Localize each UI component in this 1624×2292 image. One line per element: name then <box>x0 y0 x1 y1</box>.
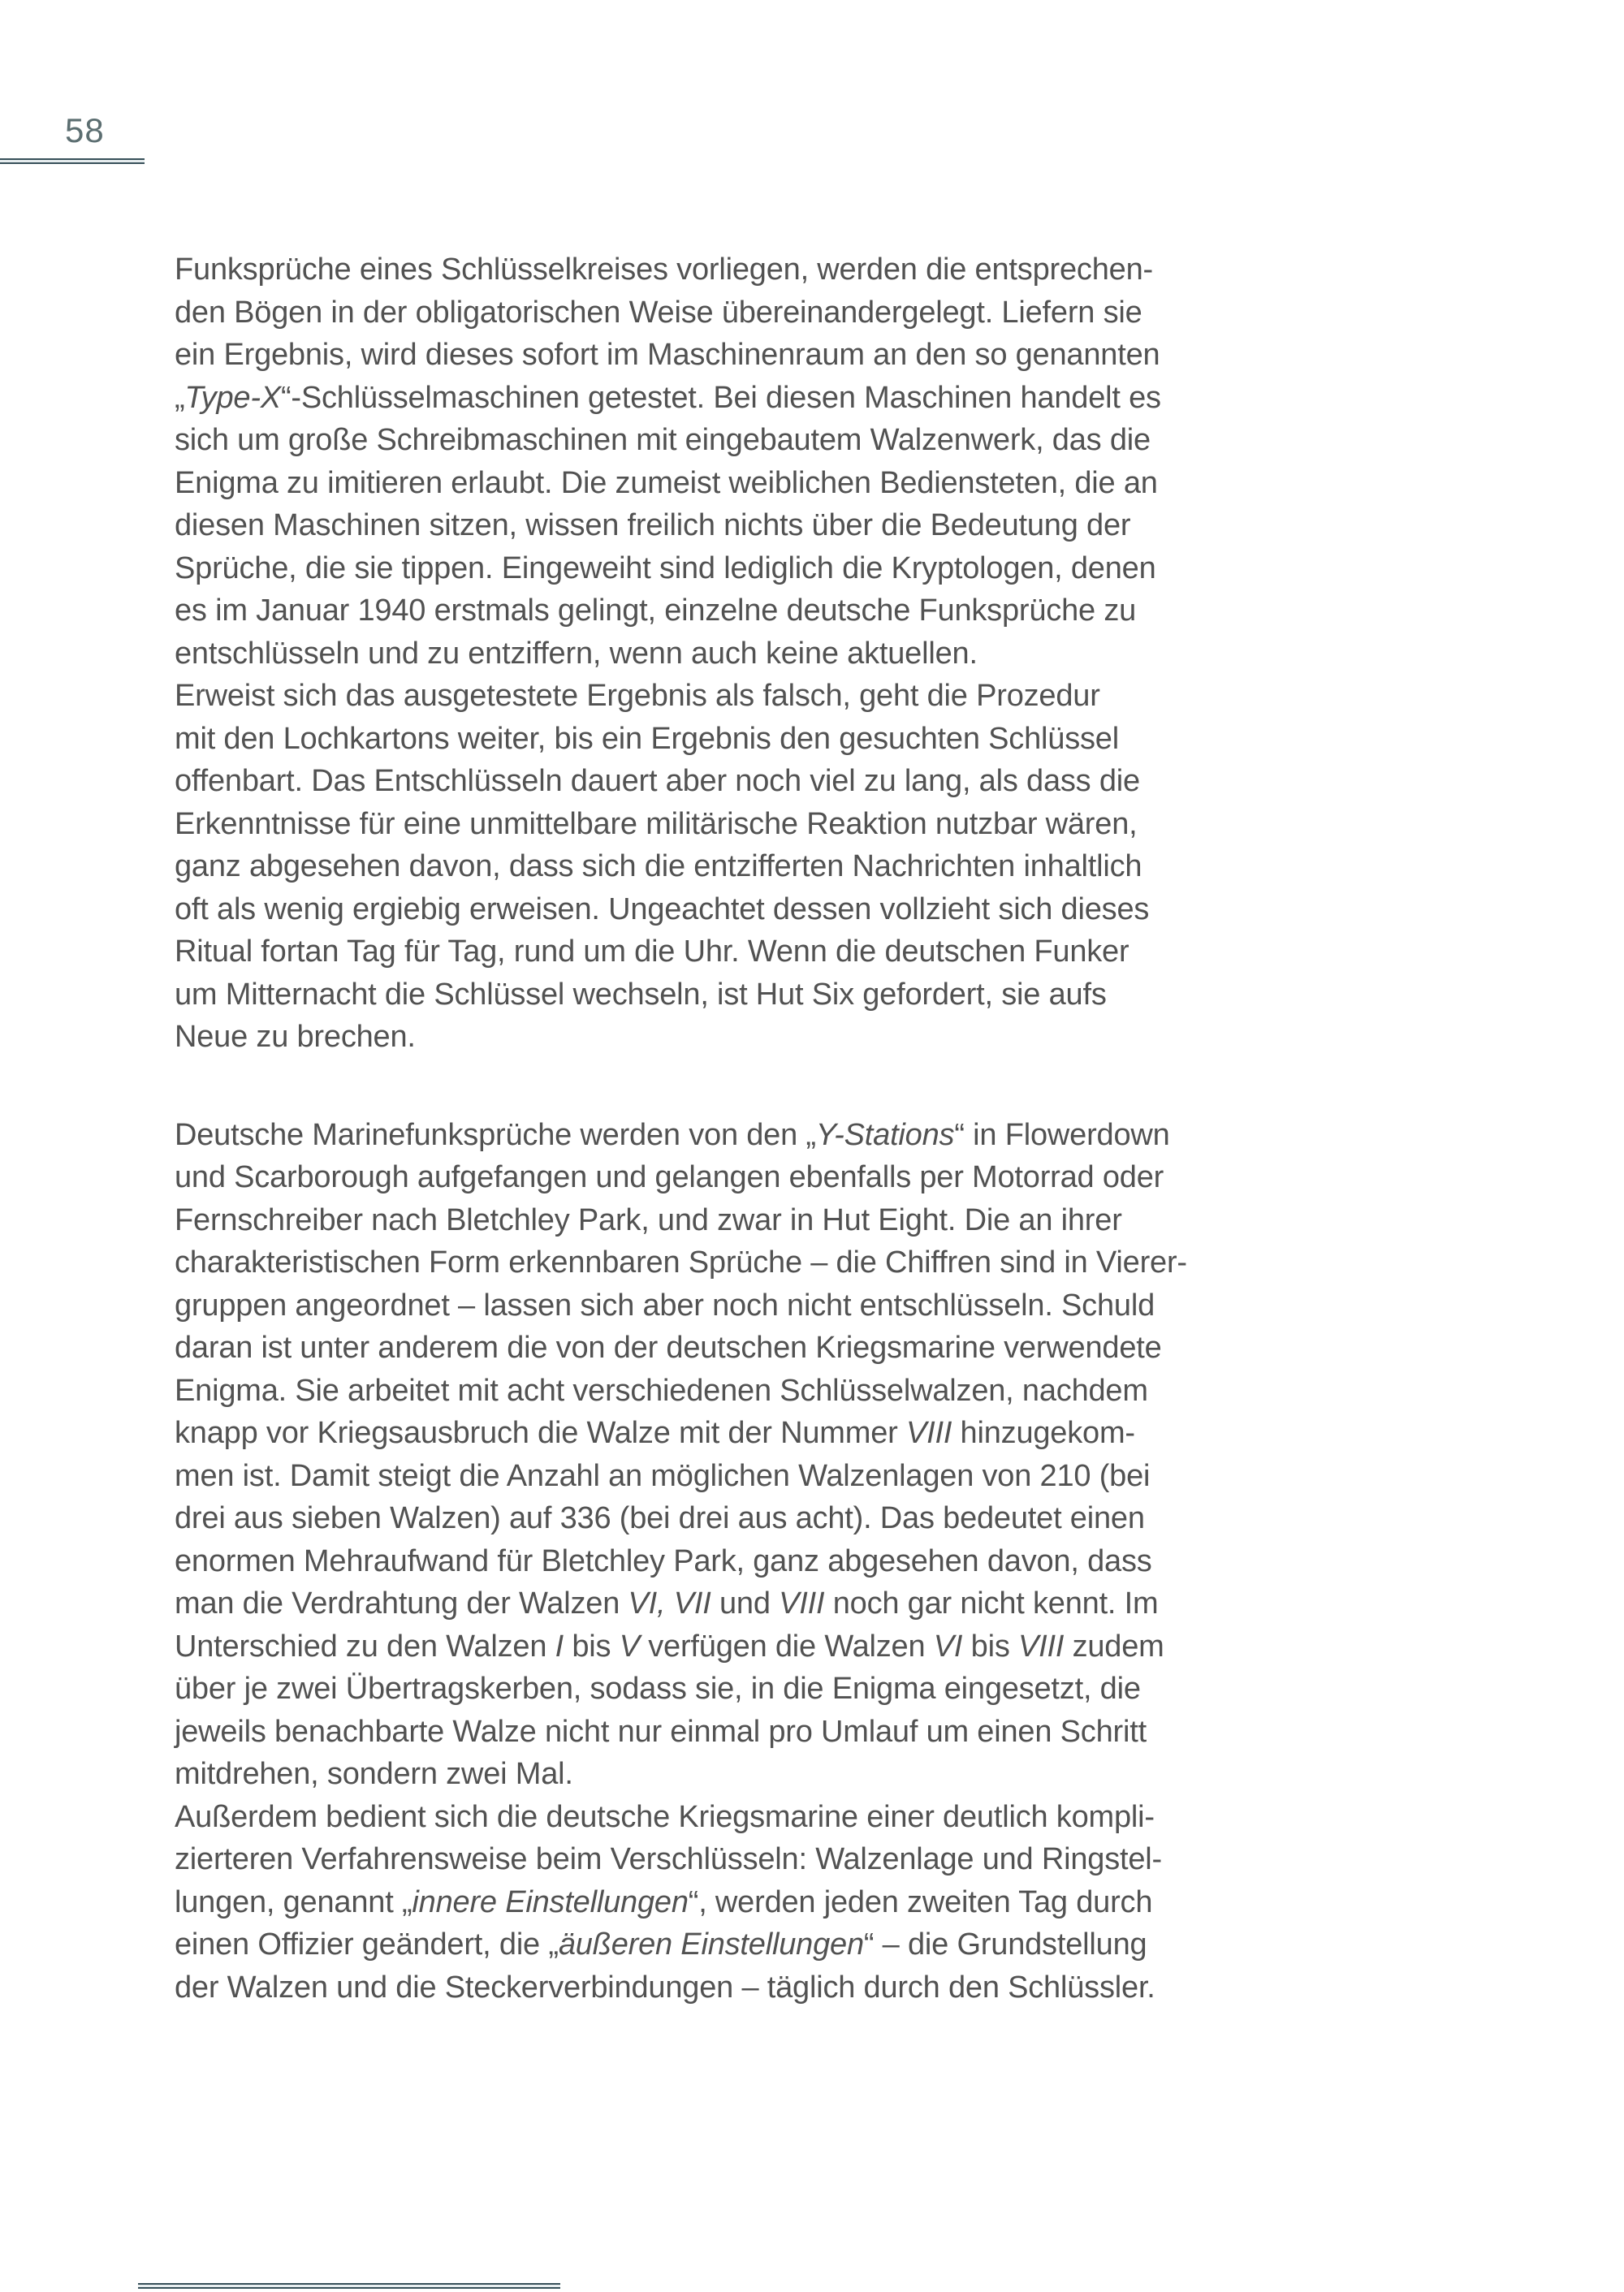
text-line <box>175 718 1311 761</box>
text-line <box>175 1370 1311 1413</box>
text-segment: Ritual fortan Tag für Tag, rund um die Uhr. Wenn die deutschen Funker <box>175 934 1129 969</box>
text-line <box>175 1711 1311 1754</box>
text-segment: es im Januar 1940 erstmals gelingt, einzelne deutsche Funksprüche zu <box>175 594 1137 628</box>
text-line <box>175 547 1311 590</box>
text-segment: bis <box>564 1629 620 1664</box>
text-line <box>175 1881 1311 1924</box>
text-segment: zudem <box>1064 1629 1164 1664</box>
italic-text-segment: I <box>555 1629 564 1664</box>
bottom-rule <box>138 2283 560 2289</box>
text-line <box>175 248 1311 291</box>
text-segment: man die Verdrahtung der Walzen <box>175 1586 628 1621</box>
text-segment: “-Schlüsselmaschinen getestet. Bei diesen Maschinen handelt es <box>280 380 1161 415</box>
text-segment: daran ist unter anderem die von der deutschen Kriegsmarine verwendete <box>175 1331 1162 1365</box>
text-line <box>175 291 1311 335</box>
text-line <box>175 1241 1311 1284</box>
text-segment: diesen Maschinen sitzen, wissen freilich nichts über die Bedeutung der <box>175 508 1131 542</box>
text-line <box>175 1540 1311 1583</box>
text-line <box>175 377 1311 420</box>
text-line <box>175 1966 1311 2009</box>
text-segment: oft als wenig ergiebig erweisen. Ungeachtet dessen vollzieht sich dieses <box>175 891 1150 926</box>
text-segment: mitdrehen, sondern zwei Mal. <box>175 1757 573 1791</box>
text-line <box>175 845 1311 888</box>
text-line <box>175 1199 1311 1242</box>
text-segment: “, werden jeden zweiten Tag durch <box>688 1884 1153 1919</box>
text-line <box>175 334 1311 377</box>
text-segment: “ – die Grundstellung <box>863 1927 1147 1962</box>
text-segment: offenbart. Das Entschlüsseln dauert aber noch viel zu lang, als dass die <box>175 764 1140 798</box>
text-segment: Sprüche, die sie tippen. Eingeweiht sind lediglich die Kryptologen, denen <box>175 550 1156 585</box>
text-segment: ein Ergebnis, wird dieses sofort im Maschinenraum an den so genannten <box>175 338 1160 372</box>
text-segment: der Walzen und die Steckerverbindungen – täglich durch den Schlüssler. <box>175 1970 1155 2005</box>
text-line <box>175 462 1311 505</box>
italic-text-segment: VIII <box>1018 1629 1065 1664</box>
text-line <box>175 1327 1311 1370</box>
text-segment: charakteristischen Form erkennbaren Sprüche – die Chiffren sind in Vierer- <box>175 1245 1187 1280</box>
text-segment: bis <box>962 1629 1018 1664</box>
text-segment: und <box>710 1586 780 1621</box>
paragraph-3 <box>175 1114 1311 1796</box>
text-segment: sich um große Schreibmaschinen mit eingebautem Walzenwerk, das die <box>175 423 1151 457</box>
text-segment: Neue zu brechen. <box>175 1020 416 1054</box>
text-line <box>175 1923 1311 1966</box>
text-line <box>175 632 1311 676</box>
text-segment: enormen Mehraufwand für Bletchley Park, ganz abgesehen davon, dass <box>175 1543 1152 1578</box>
italic-text-segment: V <box>619 1629 640 1664</box>
text-segment: den Bögen in der obligatorischen Weise übereinandergelegt. Liefern sie <box>175 295 1142 330</box>
text-line <box>175 760 1311 803</box>
text-segment: jeweils benachbarte Walze nicht nur einmal pro Umlauf um einen Schritt <box>175 1714 1147 1749</box>
text-line <box>175 1753 1311 1796</box>
text-line <box>175 1625 1311 1668</box>
text-segment: um Mitternacht die Schlüssel wechseln, ist Hut Six gefordert, sie aufs <box>175 977 1107 1012</box>
text-line <box>175 1582 1311 1625</box>
text-line <box>175 1016 1311 1059</box>
text-line <box>175 1838 1311 1881</box>
text-segment: ganz abgesehen davon, dass sich die entzifferten Nachrichten inhaltlich <box>175 849 1142 883</box>
text-line <box>175 930 1311 973</box>
top-rule <box>0 158 145 164</box>
text-segment: Fernschreiber nach Bletchley Park, und zwar in Hut Eight. Die an ihrer <box>175 1202 1122 1237</box>
text-line <box>175 589 1311 632</box>
text-segment: drei aus sieben Walzen) auf 336 (bei drei aus acht). Das bedeutet einen <box>175 1501 1145 1535</box>
text-segment: noch gar nicht kennt. Im <box>824 1586 1159 1621</box>
text-line <box>175 419 1311 462</box>
italic-text-segment: innere Einstellungen <box>412 1884 689 1919</box>
paragraph-4 <box>175 1796 1311 2009</box>
text-segment: verfügen die Walzen <box>639 1629 934 1664</box>
text-column <box>175 248 1311 2009</box>
text-segment: knapp vor Kriegsausbruch die Walze mit der Nummer <box>175 1416 906 1450</box>
text-segment: zierteren Verfahrensweise beim Verschlüsseln: Walzenlage und Ringstel- <box>175 1842 1162 1876</box>
italic-text-segment: VIII <box>905 1416 952 1450</box>
paragraph-1 <box>175 248 1311 675</box>
text-segment: Deutsche Marinefunksprüche werden von den „ <box>175 1117 816 1152</box>
text-segment: gruppen angeordnet – lassen sich aber noch nicht entschlüsseln. Schuld <box>175 1288 1155 1323</box>
text-line <box>175 1668 1311 1711</box>
text-segment: hinzugekom- <box>952 1416 1135 1450</box>
text-segment: und Scarborough aufgefangen und gelangen ebenfalls per Motorrad oder <box>175 1160 1164 1194</box>
page-number: 58 <box>65 111 105 149</box>
text-line <box>175 1497 1311 1540</box>
text-segment: Außerdem bedient sich die deutsche Kriegsmarine einer deutlich kompli- <box>175 1799 1155 1834</box>
text-line <box>175 504 1311 547</box>
text-line <box>175 973 1311 1017</box>
text-line <box>175 803 1311 846</box>
text-segment: Erweist sich das ausgetestete Ergebnis als falsch, geht die Prozedur <box>175 679 1100 713</box>
text-segment: mit den Lochkartons weiter, bis ein Ergebnis den gesuchten Schlüssel <box>175 721 1119 756</box>
italic-text-segment: VI <box>933 1629 963 1664</box>
italic-text-segment: Type-X <box>184 380 281 415</box>
text-segment: men ist. Damit steigt die Anzahl an möglichen Walzenlagen von 210 (bei <box>175 1458 1151 1493</box>
text-segment: Enigma zu imitieren erlaubt. Die zumeist weiblichen Bediensteten, die an <box>175 465 1158 500</box>
text-line <box>175 1455 1311 1498</box>
text-segment: über je zwei Übertragskerben, sodass sie, in die Enigma eingesetzt, die <box>175 1672 1141 1706</box>
text-line <box>175 675 1311 718</box>
text-segment: Erkenntnisse für eine unmittelbare militärische Reaktion nutzbar wären, <box>175 806 1138 841</box>
text-line <box>175 888 1311 931</box>
text-line <box>175 1284 1311 1327</box>
text-line <box>175 1114 1311 1157</box>
text-segment: “ in Flowerdown <box>954 1117 1170 1152</box>
italic-text-segment: Y-Stations <box>815 1117 955 1152</box>
text-segment: „ <box>175 380 185 415</box>
text-line <box>175 1156 1311 1199</box>
text-line <box>175 1796 1311 1839</box>
italic-text-segment: VIII <box>779 1586 825 1621</box>
text-segment: Unterschied zu den Walzen <box>175 1629 555 1664</box>
text-line <box>175 1412 1311 1455</box>
text-segment: lungen, genannt „ <box>175 1884 412 1919</box>
text-segment: Enigma. Sie arbeitet mit acht verschiedenen Schlüsselwalzen, nachdem <box>175 1373 1148 1408</box>
italic-text-segment: VI, VII <box>628 1586 711 1621</box>
paragraph-2 <box>175 675 1311 1059</box>
text-segment: Funksprüche eines Schlüsselkreises vorliegen, werden die entsprechen- <box>175 253 1153 287</box>
text-segment: entschlüsseln und zu entziffern, wenn auch keine aktuellen. <box>175 636 978 671</box>
text-segment: einen Offizier geändert, die „ <box>175 1927 559 1962</box>
italic-text-segment: äußeren Einstellungen <box>558 1927 864 1962</box>
